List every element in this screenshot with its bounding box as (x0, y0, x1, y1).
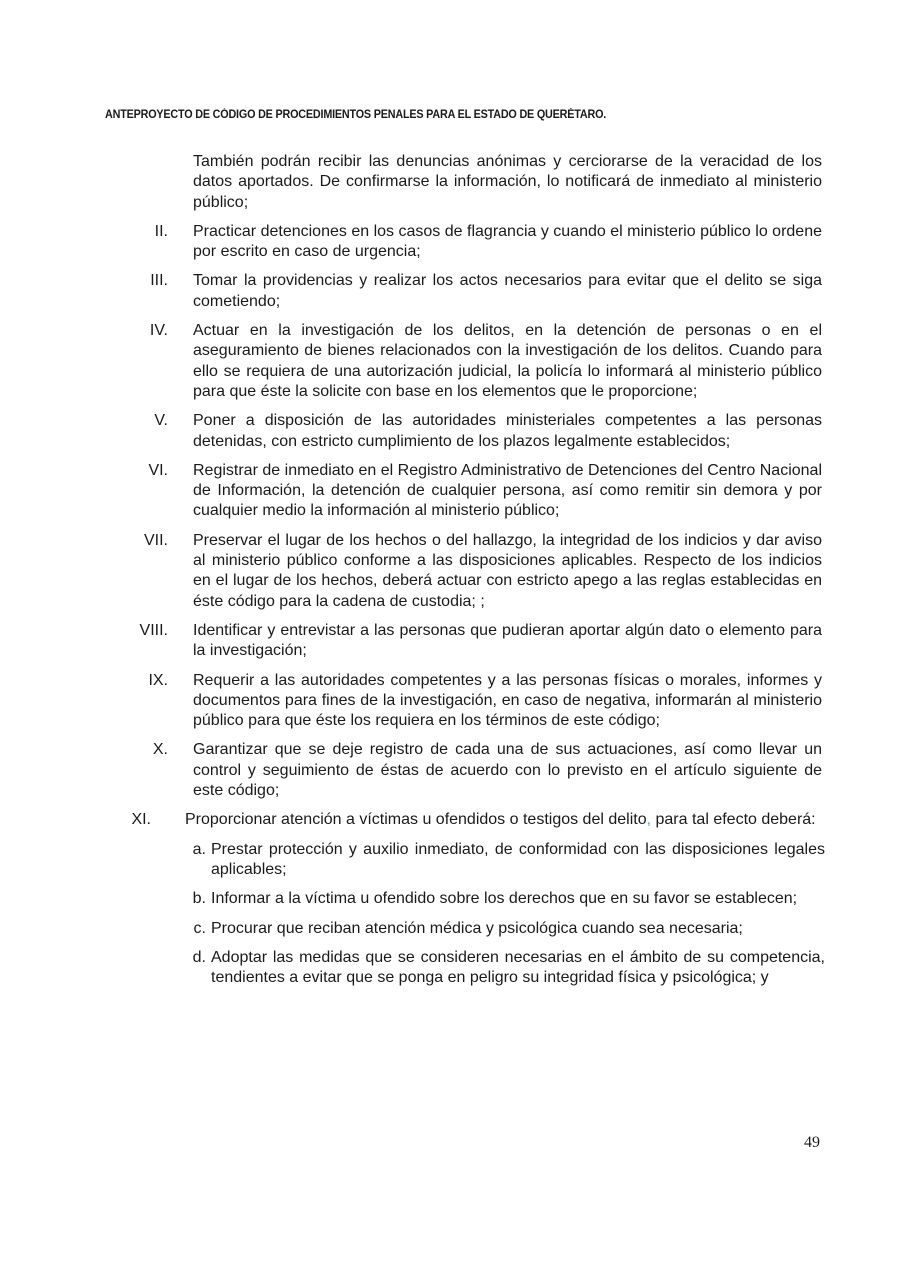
list-item-text: Identificar y entrevistar a las personas que pudieran aportar algún dato o elemento para la investigación; (193, 621, 822, 660)
sub-list-item (192, 889, 825, 909)
list-item-number: VIII. (139, 621, 168, 639)
list-item (154, 222, 822, 263)
list-item-number: XI. (131, 811, 151, 829)
list-item-comma: , (646, 811, 652, 829)
sub-list-item-letter: d. (192, 948, 206, 966)
sub-list-item-text: Adoptar las medidas que se consideren necesarias en el ámbito de su competencia, tendientes a evitar que se ponga en peligro su integridad física y psicológica; y (211, 948, 825, 987)
list-item-number: III. (150, 272, 168, 290)
lead-paragraph: También podrán recibir las denuncias anónimas y cerciorarse de la veracidad de los datos aportados. De confirmarse la información, lo notificará de inmediato al ministerio público; (193, 153, 822, 211)
list-item-text: Preservar el lugar de los hechos o del hallazgo, la integridad de los indicios y dar aviso al ministerio público conforme a las disposiciones aplicables. Respecto de los indicios en el lugar de los hechos, deberá actuar con estricto apego a las reglas establecidas en éste código para la cadena de custodia; ; (193, 531, 822, 610)
sub-list-item-letter: c. (193, 919, 206, 937)
list-item-number: X. (152, 741, 168, 759)
list-item-number: II. (154, 222, 168, 240)
sub-list-item (192, 840, 825, 881)
list-item-text: Registrar de inmediato en el Registro Administrativo de Detenciones del Centro Nacional de Información, la detención de cualquier persona, así como remitir sin demora y por cualquier medio la información al ministerio público; (193, 461, 822, 520)
page-number: 49 (804, 1134, 820, 1151)
sub-list-item (192, 948, 825, 989)
list-item (154, 411, 822, 452)
list-item-number: VI. (148, 461, 168, 479)
sub-list-item-text: Procurar que reciban atención médica y psicológica cuando sea necesaria; (211, 919, 743, 937)
list-item-text: Requerir a las autoridades competentes y a las personas físicas o morales, informes y documentos para fines de la investigación, en caso de negativa, informarán al ministerio público para que éste los requiera en los términos de este código; (193, 671, 822, 730)
list-item-text-before: Proporcionar atención a víctimas u ofendidos o testigos del delito (185, 811, 647, 829)
list-item-xi (131, 810, 825, 830)
sub-list-item-text: Prestar protección y auxilio inmediato, de conformidad con las disposiciones legales aplicables; (211, 840, 825, 878)
sub-list-item-text: Informar a la víctima u ofendido sobre los derechos que en su favor se establecen; (211, 890, 798, 908)
sub-list-item (193, 919, 825, 939)
list-item-text: Garantizar que se deje registro de cada una de sus actuaciones, así como llevar un control y seguimiento de éstas de acuerdo con lo previsto en el artículo siguiente de este código; (193, 741, 822, 800)
list-item-number: IX. (148, 671, 168, 689)
list-item-number: IV. (149, 322, 168, 340)
list-item (150, 271, 822, 312)
document-header: ANTEPROYECTO DE CÓDIGO DE PROCEDIMIENTOS PENALES PARA EL ESTADO DE QUERÉTARO. (105, 108, 607, 121)
list-item (143, 531, 822, 612)
list-item-text: Tomar la providencias y realizar los actos necesarios para evitar que el delito se siga cometiendo; (193, 272, 822, 310)
list-item (148, 461, 822, 522)
list-item (149, 321, 822, 402)
list-item-number: V. (154, 412, 168, 430)
list-item (148, 671, 822, 732)
list-item-number: VII. (143, 531, 168, 549)
list-item-text-after: para tal efecto deberá: (651, 811, 816, 829)
document-body (0, 152, 905, 997)
list-item-text: Poner a disposición de las autoridades ministeriales competentes a las personas detenidas, con estricto cumplimiento de los plazos legalmente establecidos; (193, 412, 822, 450)
sub-list-item-letter: a. (192, 840, 206, 858)
list-item-text: Practicar detenciones en los casos de flagrancia y cuando el ministerio público lo ordene por escrito en caso de urgencia; (193, 222, 822, 261)
list-item (152, 740, 822, 801)
sub-list-item-letter: b. (192, 890, 206, 908)
list-item-text: Actuar en la investigación de los delitos, en la detención de personas o en el aseguramiento de bienes relacionados con la investigación de los delitos. Cuando para ello se requiera de una autorización judicial, la policía lo informará al ministerio público para que éste la solicite con base en los elementos que le proporcione; (193, 322, 822, 400)
list-item (139, 621, 822, 662)
